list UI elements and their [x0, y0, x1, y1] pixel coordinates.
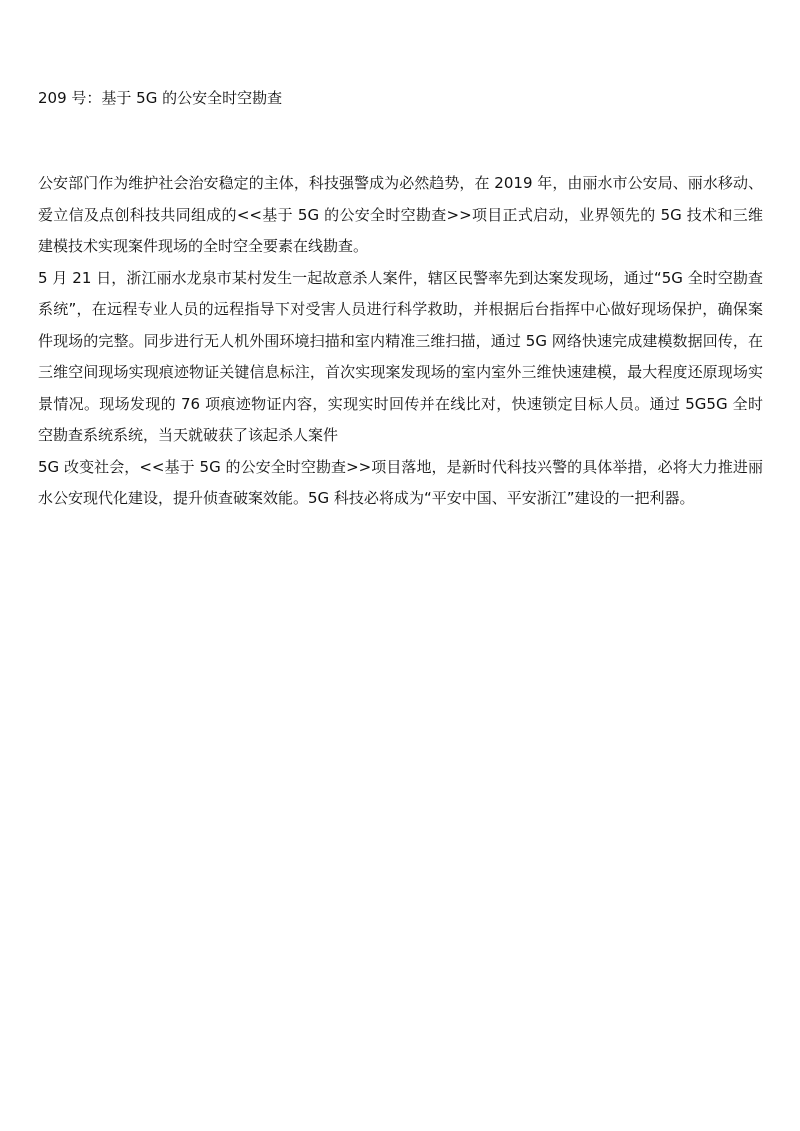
- paragraph-2: 5 月 21 日，浙江丽水龙泉市某村发生一起故意杀人案件，辖区民警率先到达案发现场，通过“5G 全时空勘查系统”，在远程专业人员的远程指导下对受害人员进行科学救助，并根据后台指挥中心做好现场保护，确保案件现场的完整。同步进行无人机外围环境扫描和室内精准三维扫描，通过 5G 网络快速完成建模数据回传，在三维空间现场实现痕迹物证关键信息标注，首次实现案发现场的室内室外三维快速建模，最大程度还原现场实景情况。现场发现的 76 项痕迹物证内容，实现实时回传并在线比对，快速锁定目标人员。通过 5G5G 全时空勘查系统系统，当天就破获了该起杀人案件: [38, 268, 763, 444]
- document-title: 209 号：基于 5G 的公安全时空勘查: [38, 89, 283, 107]
- paragraph-1: 公安部门作为维护社会治安稳定的主体，科技强警成为必然趋势，在 2019 年，由丽水市公安局、丽水移动、爱立信及点创科技共同组成的<<基于 5G 的公安全时空勘查>>项目正式启动，业界领先的 5G 技术和三维建模技术实现案件现场的全时空全要素在线勘查。: [38, 174, 763, 255]
- document-body: [38, 168, 763, 515]
- paragraph-3: 5G 改变社会，<<基于 5G 的公安全时空勘查>>项目落地，是新时代科技兴警的具体举措，必将大力推进丽水公安现代化建设，提升侦查破案效能。5G 科技必将成为“平安中国、平安浙江”建设的一把利器。: [38, 457, 763, 507]
